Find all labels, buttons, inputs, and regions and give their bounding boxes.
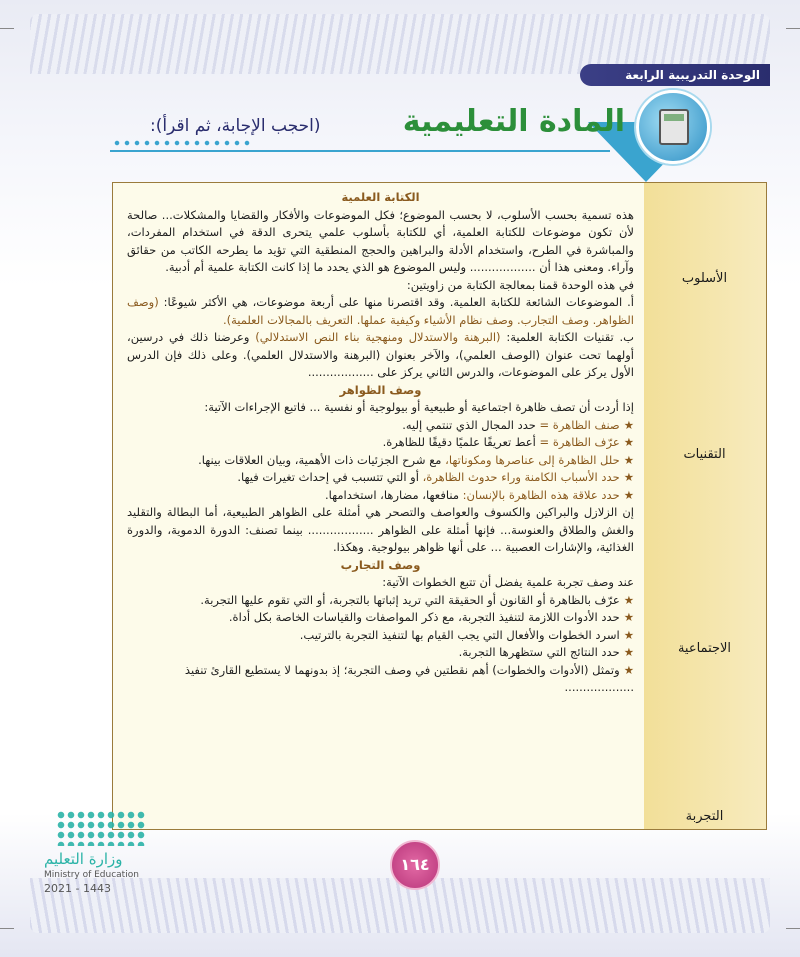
title-underline	[110, 150, 610, 152]
crop-mark	[786, 928, 800, 929]
text: أ. الموضوعات الشائعة للكتابة العلمية. وقد اقتصرنا منها على أربعة موضوعات، هي الأكثر شيوعًا:	[158, 295, 634, 309]
title-note: (احجب الإجابة، ثم اقرأ):	[150, 116, 321, 136]
ministry-name-ar: وزارة التعليم	[44, 850, 123, 868]
calculator-icon	[636, 90, 710, 164]
highlight-text: صنف الظاهرة =	[539, 417, 620, 432]
list-item	[127, 487, 634, 505]
paragraph	[127, 329, 634, 382]
text: أعط تعريفًا علميًا دقيقًا للظاهرة.	[382, 435, 540, 449]
unit-label: الوحدة التدريبية الرابعة	[580, 64, 770, 86]
highlight-text: حلل الظاهرة إلى عناصرها ومكوناتها،	[445, 452, 620, 467]
text: عرّف بالظاهرة أو القانون أو الحقيقة التي تريد إثباتها بالتجربة، أو التي تقوم عليها التجربة.	[200, 592, 620, 607]
crop-mark	[0, 28, 14, 29]
star-icon: ★	[623, 487, 634, 502]
edition-year: 2021 - 1443	[44, 882, 111, 895]
section-labels-column	[642, 183, 766, 829]
list-item	[127, 662, 634, 697]
star-icon: ★	[623, 662, 634, 677]
star-icon: ★	[623, 417, 634, 432]
text: مع شرح الجزئيات ذات الأهمية، وبيان العلاقات بينها.	[198, 452, 446, 467]
text: أو التي تتسبب في إحداث تغيرات فيها.	[237, 470, 423, 484]
star-icon: ★	[623, 610, 634, 624]
crop-mark	[0, 928, 14, 929]
paragraph: إن الزلازل والبراكين والكسوف والعواصف والتصحر هي أمثلة على الظواهر الطبيعية، أما البطالة والتقليد والغش والطلاق والعنوسة... فإنها أمثلة على الظواهر .................. بينما تصنف: الدورة الدموية، والدورة الغذائية، والإشارات العصبية ... على أنها ظواهر بيولوجية. وهكذا.	[127, 505, 634, 554]
text: حدد الأدوات اللازمة لتنفيذ التجربة، مع ذكر المواصفات والقياسات الخاصة بكل أداة.	[228, 610, 620, 624]
heading-describing-experiments: وصف التجارب	[340, 557, 421, 572]
label-social: الاجتماعية	[677, 641, 732, 656]
ministry-logo	[44, 810, 164, 895]
highlight-text: عرّف الظاهرة =	[539, 435, 620, 449]
list-item	[127, 609, 634, 627]
ministry-logo-icon	[56, 810, 146, 846]
dots-decoration	[112, 138, 252, 148]
paragraph: في هذه الوحدة قمنا بمعالجة الكتابة من زاويتين:	[406, 277, 634, 292]
label-style: الأسلوب	[681, 271, 728, 286]
list-item	[127, 644, 634, 662]
star-icon: ★	[623, 452, 634, 467]
highlight-text: (وصف الظواهر. وصف التجارب. وصف نظام الأشياء وكيفية عملها. التعريف بالمجالات العلمية).	[127, 295, 634, 327]
highlight-text: (البرهنة والاستدلال ومنهجية بناء النص الاستدلالي)	[255, 330, 501, 344]
paragraph: عند وصف تجربة علمية يفضل أن تتبع الخطوات الآتية:	[382, 575, 634, 589]
label-experiment: التجربة	[685, 809, 724, 824]
paragraph	[127, 294, 634, 329]
star-icon: ★	[623, 435, 634, 449]
heading-scientific-writing: الكتابة العلمية	[341, 190, 420, 204]
text: منافعها، مضارها، استخدامها.	[324, 487, 463, 502]
text: ب. تقنيات الكتابة العلمية:	[500, 330, 634, 344]
text: وتمثل (الأدوات والخطوات) أهم نقطتين في وصف التجربة؛ إذ بدونهما لا يستطيع القارئ تنفيذ ...................	[184, 662, 634, 694]
content-table	[112, 182, 767, 830]
list-item	[127, 592, 634, 610]
list-item	[127, 627, 634, 645]
list-item	[127, 434, 634, 452]
text: حدد النتائج التي ستظهرها التجربة.	[458, 645, 620, 659]
text: اسرد الخطوات والأفعال التي يجب القيام بها لتنفيذ التجربة بالترتيب.	[299, 627, 620, 642]
star-icon: ★	[623, 592, 634, 607]
text: حدد المجال الذي تنتمي إليه.	[402, 417, 540, 432]
list-item	[127, 469, 634, 487]
highlight-text: حدد علاقة هذه الظاهرة بالإنسان:	[462, 487, 620, 502]
heading-describing-phenomena: وصف الظواهر	[339, 382, 422, 397]
label-techniques: التقنيات	[683, 447, 726, 462]
star-icon: ★	[623, 470, 634, 484]
highlight-text: حدد الأسباب الكامنة وراء حدوث الظاهرة،	[422, 470, 620, 484]
content-column	[113, 183, 644, 829]
page-number: ١٦٤	[390, 840, 440, 890]
list-item	[127, 452, 634, 470]
star-icon: ★	[623, 645, 634, 659]
crop-mark	[786, 28, 800, 29]
text: وعرضنا ذلك في درسين، أولهما تحت عنوان (الوصف العلمي)، والآخر بعنوان (البرهنة والاستدلال العلمي). وعلى ذلك فإن الدرس الأول يركز على الموضوعات، والدرس الثاني يركز على ..................	[127, 330, 634, 379]
star-icon: ★	[623, 627, 634, 642]
ministry-name-en: Ministry of Education	[44, 870, 139, 880]
paragraph: هذه تسمية بحسب الأسلوب، لا بحسب الموضوع؛ فكل الموضوعات والأفكار والقضايا والمشكلات... صالحة لأن تكون موضوعات للكتابة العلمية، أي للكتابة بأسلوب علمي يتحرى الدقة في استخدام المفردات، والمباشرة في الطرح، واستخدام الأدلة والبراهين والحجج المنطقية التي تؤيد ما يطرحه الكاتب من حقائق وآراء. ومعنى هذا أن .................. وليس الموضوع هو الذي يحدد ما إذا كانت الكتابة علمية أم أدبية.	[127, 207, 634, 274]
page-title: المادة التعليمية	[402, 104, 625, 139]
list-item	[127, 417, 634, 435]
paragraph: إذا أردت أن تصف ظاهرة اجتماعية أو طبيعية أو بيولوجية أو نفسية ... فاتبع الإجراءات الآتية:	[204, 400, 634, 414]
